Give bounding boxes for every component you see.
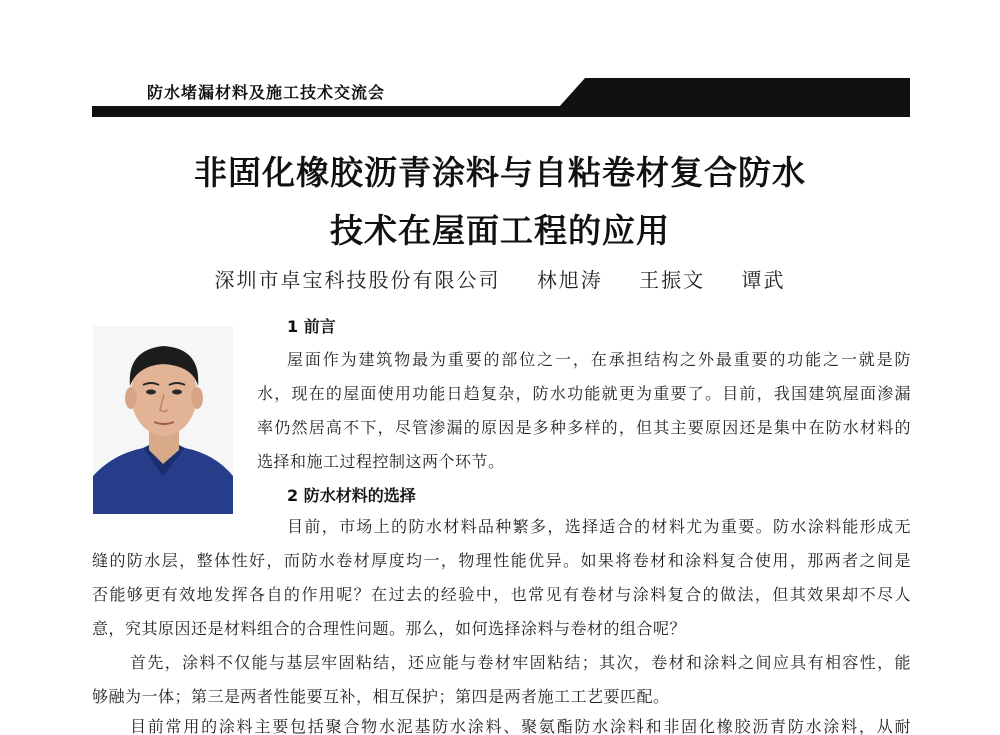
- paragraph-line: 否能够更有效地发挥各自的作用呢？在过去的经验中，也常见有卷材与涂料复合的做法，但其效果却不尽人: [92, 585, 911, 604]
- author-name: 谭武: [741, 268, 786, 292]
- paragraph-line: 首先，涂料不仅能与基层牢固粘结，还应能与卷材牢固粘结；其次，卷材和涂料之间应具有相容性，能: [130, 653, 911, 672]
- affiliation: 深圳市卓宝科技股份有限公司: [214, 268, 501, 292]
- paragraph-line: 屋面作为建筑物最为重要的部位之一，在承担结构之外最重要的功能之一就是防: [287, 350, 911, 369]
- paragraph-line: 意，究其原因还是材料组合的合理性问题。那么，如何选择涂料与卷材的组合呢？: [92, 619, 687, 638]
- author-line: [0, 264, 1000, 293]
- article-title-line2: 技术在屋面工程的应用: [330, 211, 670, 250]
- author-photo: [93, 326, 233, 514]
- article-title-line1: 非固化橡胶沥青涂料与自粘卷材复合防水: [194, 153, 806, 192]
- section-heading: 2 防水材料的选择: [287, 486, 416, 505]
- paragraph-line: 够融为一体；第三是两者性能要互补，相互保护；第四是两者施工工艺要匹配。: [92, 687, 670, 706]
- paragraph-line: 水，现在的屋面使用功能日趋复杂，防水功能就更为重要了。目前，我国建筑屋面渗漏: [257, 384, 911, 403]
- paragraph-line: 目前常用的涂料主要包括聚合物水泥基防水涂料、聚氨酯防水涂料和非固化橡胶沥青防水涂料，从耐: [130, 717, 911, 735]
- paragraph-line: 目前，市场上的防水材料品种繁多，选择适合的材料尤为重要。防水涂料能形成无: [287, 517, 911, 536]
- conference-title: 防水堵漏材料及施工技术交流会: [147, 83, 386, 102]
- paragraph-line: 选择和施工过程控制这两个环节。: [257, 452, 505, 471]
- paragraph-line: 率仍然居高不下，尽管渗漏的原因是多种多样的，但其主要原因还是集中在防水材料的: [257, 418, 911, 437]
- paragraph-line: 缝的防水层，整体性好，而防水卷材厚度均一，物理性能优异。如果将卷材和涂料复合使用，那两者之间是: [92, 551, 911, 570]
- author-name: 林旭涛: [536, 268, 603, 292]
- section-heading: 1 前言: [287, 317, 336, 336]
- author-name: 王振文: [639, 268, 706, 292]
